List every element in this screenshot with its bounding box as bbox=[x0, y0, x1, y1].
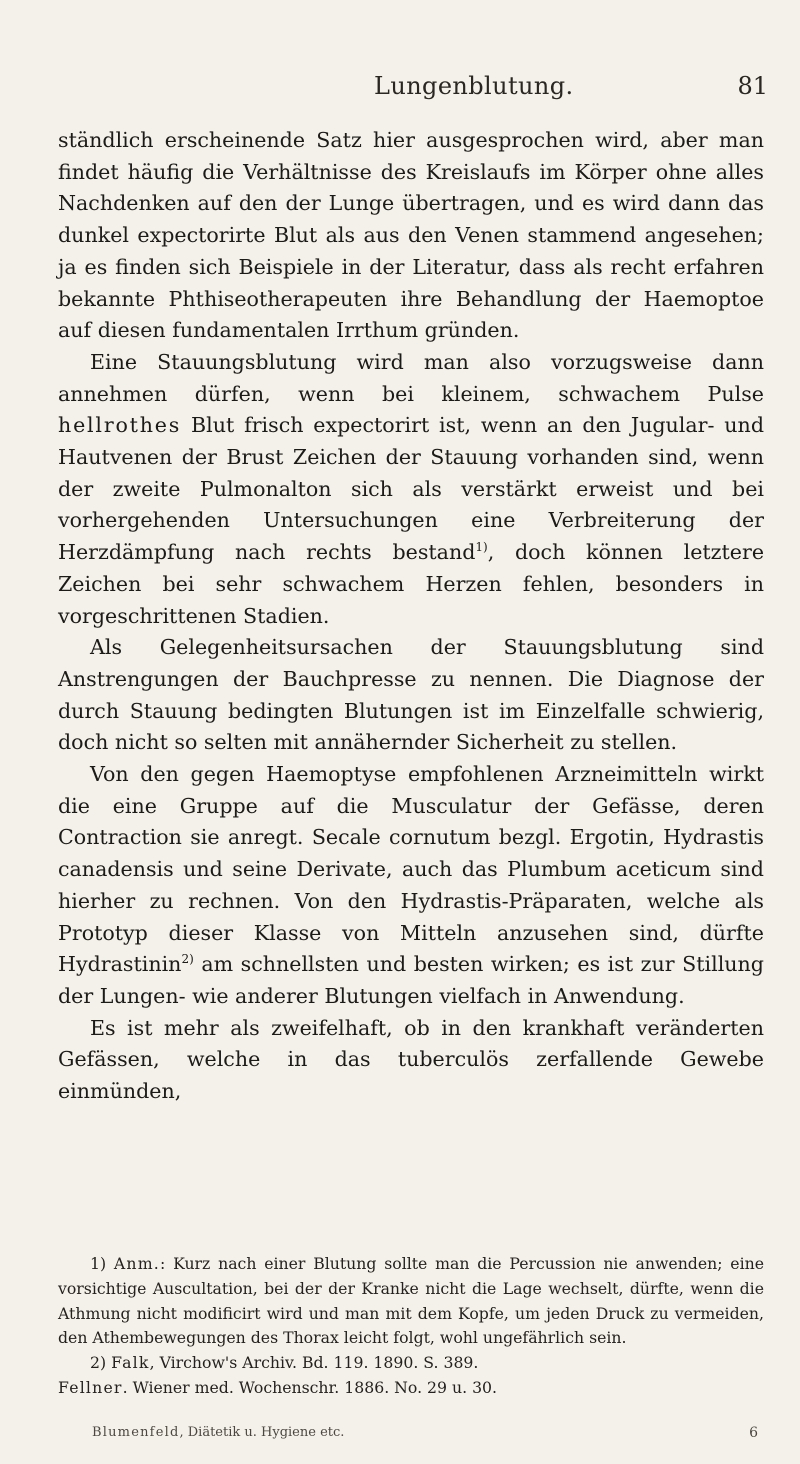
page-number: 81 bbox=[737, 72, 768, 100]
paragraph-3: Als Gelegenheitsursachen der Stauungsblutung sind Anstrengungen der Bauchpresse zu nennen. Die Diagnose der durch Stauung bedingten Blutungen ist im Einzelfalle schwierig, doch nicht so selten mit annähernder Sicherheit zu stellen. bbox=[58, 635, 764, 755]
printer-signature: 6 bbox=[749, 1425, 758, 1441]
paragraph-2-text-before: Eine Stauungsblutung wird man also vorzugsweise dann annehmen dürfen, wenn bei kleinem, schwachem Pulse bbox=[58, 349, 764, 406]
footer-title: , Diätetik u. Hygiene etc. bbox=[179, 1425, 345, 1440]
footnote-2-label: 2) bbox=[90, 1353, 112, 1373]
paragraph-5: Es ist mehr als zweifelhaft, ob in den krankhaft veränderten Gefässen, welche in das tuberculös zerfallende Gewebe einmünden, bbox=[58, 1015, 764, 1104]
emphasized-word: hellrothes bbox=[58, 413, 182, 438]
page-footer bbox=[92, 1425, 758, 1445]
paragraph-4-text-after: am schnellsten und besten wirken; es ist zur Stillung der Lungen- wie anderer Blutungen vielfach in Anwendung. bbox=[58, 952, 764, 1008]
paragraph-2-text-middle: Blut frisch expectorirt ist, wenn an den Jugular- und Hautvenen der Brust Zeichen der Stauung vorhanden sind, wenn der zweite Pulmonalton sich als verstärkt erweist und bei vorhergehenden Untersuchungen eine Verbreiterung der Herzdämpfung nach rechts bestand bbox=[58, 413, 764, 565]
footnote-2 bbox=[58, 1351, 764, 1401]
footer-author: Blumenfeld bbox=[92, 1425, 180, 1440]
footnote-1-label: 1) bbox=[90, 1254, 114, 1273]
footnote-2-author-2: Fellner bbox=[58, 1377, 123, 1397]
main-text bbox=[58, 125, 764, 1108]
paragraph-4-text-before: Von den gegen Haemoptyse empfohlenen Arzneimitteln wirkt die eine Gruppe auf die Musculatur der Gefässe, deren Contraction sie anregt. Secale cornutum bezgl. Ergotin, Hydrastis canadensis und seine Derivate, auch das Plumbum aceticum sind hierher zu rechnen. Von den Hydrastis-Präparaten, welche als Prototyp dieser Klasse von Mitteln anzusehen sind, dürfte Hydrastinin bbox=[58, 762, 764, 977]
footnote-2-reference-1: , Virchow's Archiv. Bd. 119. 1890. S. 389. bbox=[149, 1353, 479, 1373]
footnotes bbox=[58, 1252, 764, 1401]
page-header bbox=[60, 72, 780, 112]
footnote-1-text: : Kurz nach einer Blutung sollte man die Percussion nie anwenden; eine vorsichtige Auscultation, bei der der Kranke nicht die Lage wechselt, dürfte, wenn die Athmung nicht modificirt wird und man mit dem Kopfe, um jeden Druck zu vermeiden, den Athembewegungen des Thorax leicht folgt, wohl ungefährlich sein. bbox=[58, 1254, 764, 1348]
footnote-2-author-1: Falk bbox=[111, 1353, 150, 1373]
footer-book-title bbox=[92, 1425, 344, 1440]
footnote-2-reference-2: . Wiener med. Wochenschr. 1886. No. 29 u. 30. bbox=[122, 1377, 498, 1397]
paragraph-1: ständlich erscheinende Satz hier ausgesprochen wird, aber man findet häufig die Verhältnisse des Kreislaufs im Körper ohne alles Nachdenken auf den der Lunge übertragen, und es wird dann das dunkel expectorirte Blut als aus den Venen stammend angesehen; ja es finden sich Beispiele in der Literatur, dass als recht erfahren bekannte Phthiseotherapeuten ihre Behandlung der Haemoptoe auf diesen fundamentalen Irrthum gründen. bbox=[58, 128, 764, 343]
footnote-reference-2: 2) bbox=[181, 952, 194, 967]
paragraph-4 bbox=[58, 759, 764, 1013]
footnote-reference-1: 1) bbox=[475, 540, 488, 555]
footnote-1 bbox=[58, 1252, 764, 1351]
paragraph-2-text-after: , doch können letztere Zeichen bei sehr schwachem Herzen fehlen, besonders in vorgeschrittenen Stadien. bbox=[58, 540, 765, 628]
running-title: Lungenblutung. bbox=[374, 72, 574, 100]
paragraph-2 bbox=[58, 347, 764, 632]
footnote-1-abbreviation: Anm. bbox=[113, 1254, 160, 1273]
